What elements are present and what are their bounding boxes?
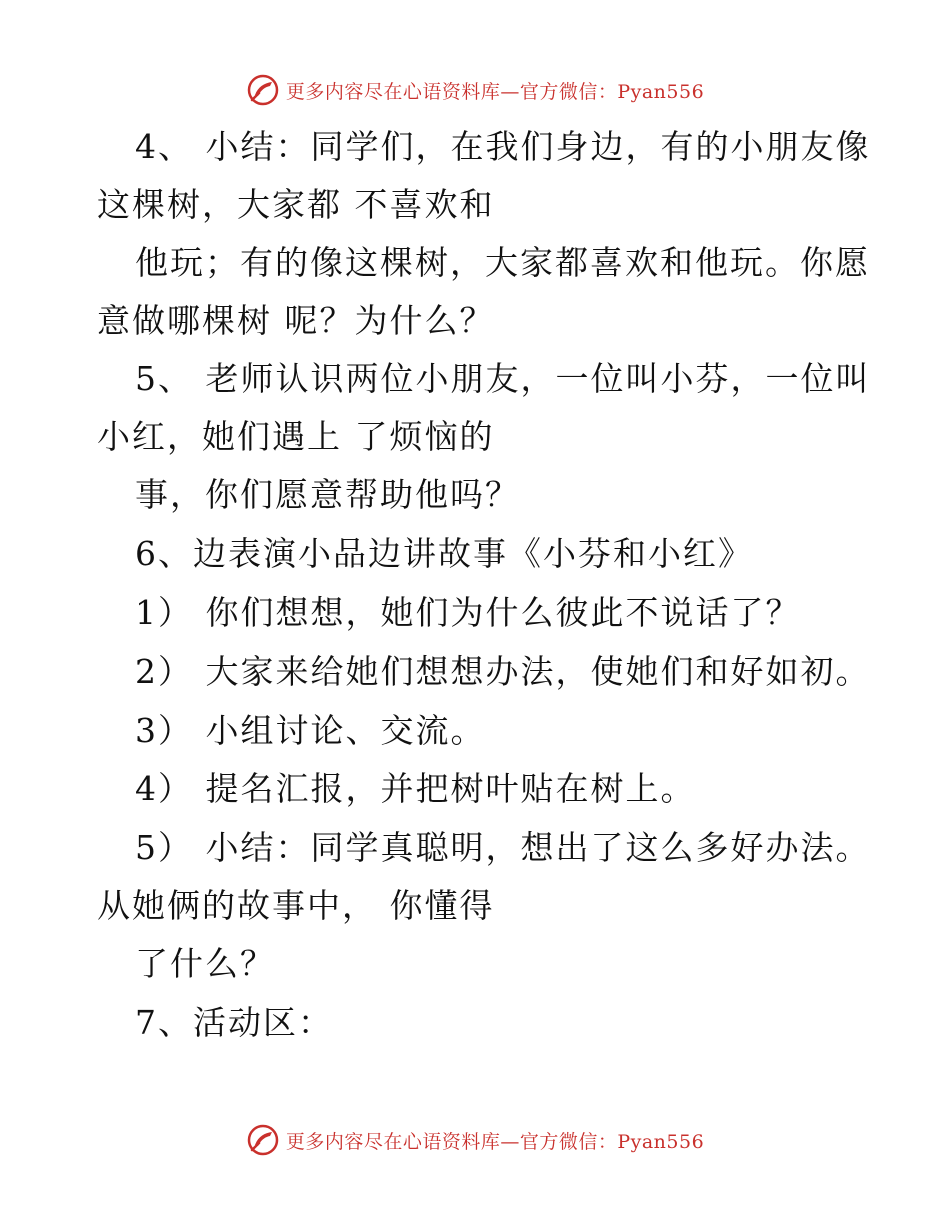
text-line: 2） 大家来给她们想想办法，使她们和好如初。	[135, 652, 871, 691]
watermark-text	[286, 1127, 704, 1154]
text-line: 6、边表演小品边讲故事《小芬和小红》	[135, 534, 753, 573]
watermark-wechat: 官方微信：Pyan556	[519, 1130, 705, 1153]
text-line: 1） 你们想想，她们为什么彼此不说话了？	[135, 593, 801, 632]
watermark-main: 更多内容尽在心语资料库	[285, 1130, 501, 1153]
watermark-separator: —	[500, 80, 520, 103]
text-line: 事，你们愿意帮助他吗？	[135, 475, 520, 514]
text-line: 小红，她们遇上 了烦恼的	[97, 417, 495, 456]
text-line: 5、 老师认识两位小朋友，一位叫小芬，一位叫	[135, 359, 871, 398]
watermark-wechat: 官方微信：Pyan556	[519, 80, 705, 103]
text-line: 5） 小结：同学真聪明，想出了这么多好办法。	[135, 828, 871, 867]
text-line: 4） 提名汇报，并把树叶贴在树上。	[135, 769, 696, 808]
text-line: 这棵树，大家都 不喜欢和	[97, 185, 495, 224]
text-line: 了什么？	[135, 944, 275, 983]
text-line: 4、 小结：同学们，在我们身边，有的小朋友像	[135, 127, 871, 166]
text-line: 他玩；有的像这棵树，大家都喜欢和他玩。你愿	[135, 243, 870, 282]
watermark-main: 更多内容尽在心语资料库	[285, 80, 501, 103]
text-line: 从她俩的故事中， 你懂得	[97, 886, 495, 925]
text-line: 7、活动区：	[135, 1003, 333, 1042]
watermark-separator: —	[500, 1130, 520, 1153]
text-line: 3） 小组讨论、交流。	[135, 711, 486, 750]
footer-watermark	[0, 1120, 950, 1160]
hand-pen-logo-icon	[246, 1123, 280, 1157]
text-line: 意做哪棵树 呢？为什么？	[97, 301, 495, 340]
